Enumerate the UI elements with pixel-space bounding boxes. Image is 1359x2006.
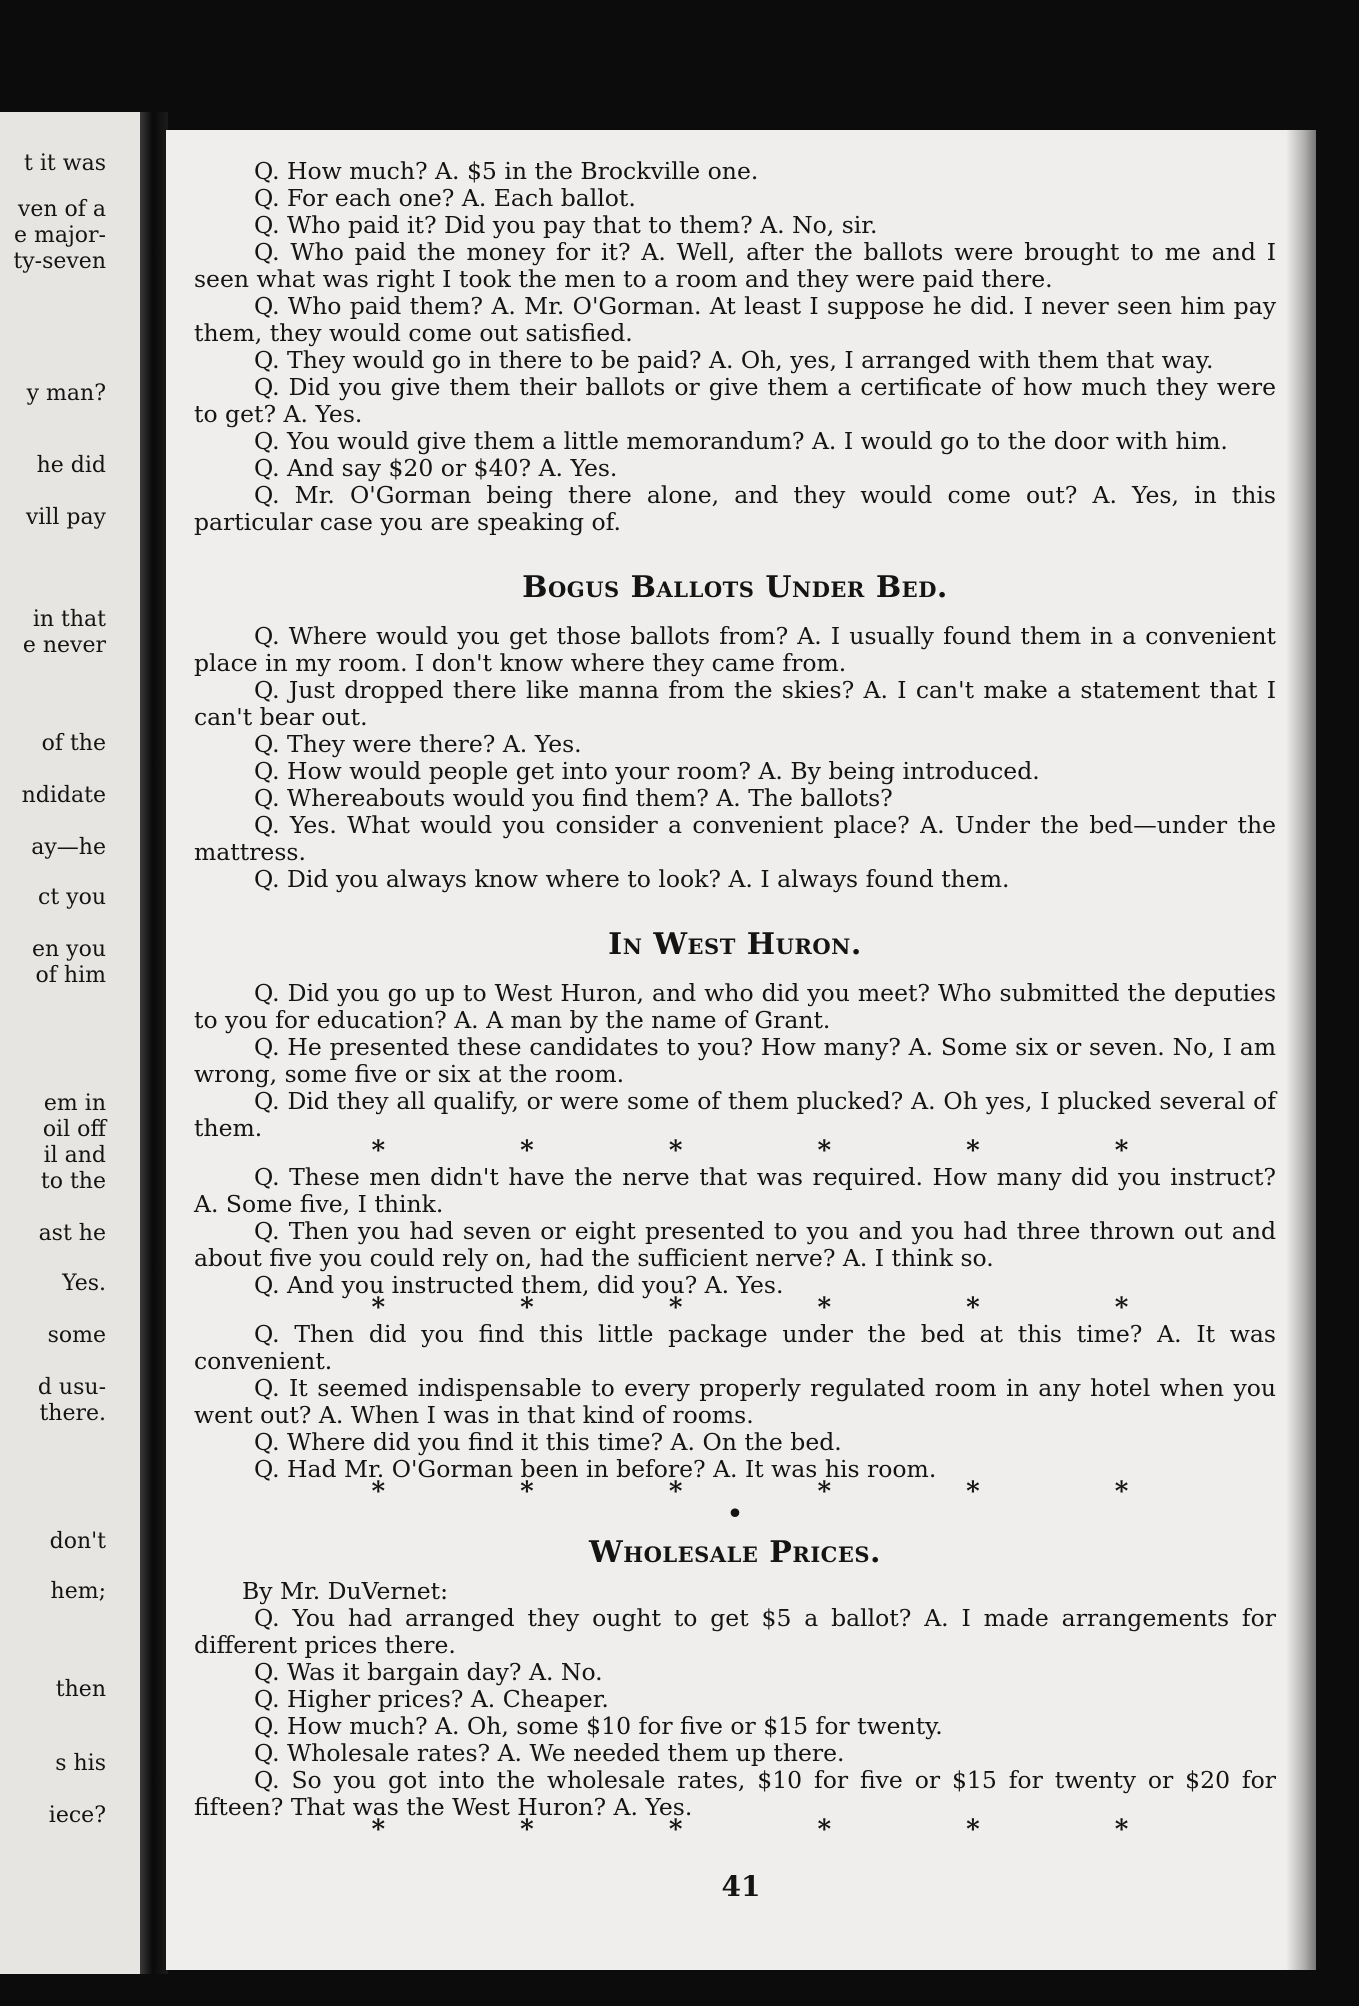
testimony-section-1 — [194, 158, 1276, 536]
qa-paragraph: Q. It seemed indispensable to every properly regulated room in any hotel when you went out? A. When I was in that kind of rooms. — [194, 1374, 1276, 1429]
speaker-line: By Mr. DuVernet: — [242, 1577, 449, 1605]
qa-paragraph: Q. Who paid them? A. Mr. O'Gorman. At least I suppose he did. I never seen him pay them, they would come out satisfied. — [194, 292, 1276, 347]
left-page-text-fragment: some — [47, 1323, 106, 1348]
left-page-text-fragment: hem; — [50, 1579, 106, 1604]
left-page-text-fragment: ndidate — [21, 783, 106, 808]
left-page-text-fragment: en you — [31, 937, 106, 962]
page-edge-shadow — [1286, 130, 1316, 1970]
left-page-text-fragment: Yes. — [62, 1271, 106, 1296]
qa-paragraph: Q. And you instructed them, did you? A. Yes. — [254, 1271, 784, 1299]
section-break-asterisks: * * * * * * — [371, 1136, 1129, 1166]
qa-paragraph: Q. Then did you find this little package under the bed at this time? A. It was convenient. — [194, 1320, 1276, 1375]
section-break-asterisks: * * * * * * — [371, 1293, 1129, 1323]
ink-dot: • — [726, 1497, 744, 1532]
left-facing-page — [0, 112, 140, 1974]
qa-paragraph: Q. You would give them a little memorandum? A. I would go to the door with him. — [254, 427, 1228, 455]
left-page-text-fragment: then — [55, 1677, 106, 1702]
qa-paragraph: Q. Then you had seven or eight presented to you and you had three thrown out and about five you could rely on, had the sufficient nerve? A. I think so. — [194, 1217, 1276, 1272]
qa-paragraph: Q. Higher prices? A. Cheaper. — [254, 1685, 609, 1713]
qa-paragraph: Q. Was it bargain day? A. No. — [254, 1658, 603, 1686]
left-page-text-fragment: ast he — [38, 1221, 106, 1246]
qa-paragraph: Q. Who paid the money for it? A. Well, after the ballots were brought to me and I seen what was right I took the men to a room and they were paid there. — [194, 238, 1276, 293]
left-page-text-fragment: e never — [22, 633, 106, 658]
testimony-section-2 — [194, 623, 1276, 893]
heading-west-huron: In West Huron. — [608, 927, 862, 962]
qa-paragraph: Q. How would people get into your room? A. By being introduced. — [254, 757, 1040, 785]
qa-paragraph: Q. They were there? A. Yes. — [254, 730, 582, 758]
qa-paragraph: Q. So you got into the wholesale rates, $10 for five or $15 for twenty or $20 for fifteen? That was the West Huron? A. Yes. — [194, 1766, 1276, 1821]
qa-paragraph: Q. How much? A. Oh, some $10 for five or $15 for twenty. — [254, 1712, 943, 1740]
testimony-section-4 — [194, 1164, 1276, 1299]
qa-paragraph: Q. Did you always know where to look? A. I always found them. — [254, 865, 1010, 893]
left-page-text-fragment: vill pay — [25, 505, 106, 530]
qa-paragraph: Q. These men didn't have the nerve that was required. How many did you instruct? A. Some five, I think. — [194, 1163, 1276, 1218]
left-page-text-fragment: he did — [36, 453, 106, 478]
left-page-text-fragment: ven of a — [17, 197, 106, 222]
qa-paragraph: Q. Did you give them their ballots or give them a certificate of how much they were to get? A. Yes. — [194, 373, 1276, 428]
qa-paragraph: Q. Did you go up to West Huron, and who did you meet? Who submitted the deputies to you for education? A. A man by the name of Grant. — [194, 979, 1276, 1034]
qa-paragraph: Q. And say $20 or $40? A. Yes. — [254, 454, 618, 482]
testimony-section-5 — [194, 1321, 1276, 1483]
left-page-text-fragment: of him — [35, 963, 106, 988]
left-page-text-fragment: ay—he — [31, 835, 106, 860]
page — [166, 130, 1316, 1970]
left-page-text-fragment: iece? — [48, 1803, 106, 1828]
qa-paragraph: Q. Whereabouts would you find them? A. The ballots? — [254, 784, 893, 812]
qa-paragraph: Q. Wholesale rates? A. We needed them up there. — [254, 1739, 845, 1767]
heading-wholesale-prices: Wholesale Prices. — [589, 1535, 881, 1570]
left-page-text-fragment: of the — [41, 731, 106, 756]
left-page-text-fragment: there. — [39, 1401, 106, 1426]
left-page-text-fragment: il and — [43, 1143, 106, 1168]
qa-paragraph: Q. Who paid it? Did you pay that to them? A. No, sir. — [254, 211, 878, 239]
qa-paragraph: Q. Where would you get those ballots from? A. I usually found them in a convenient place in my room. I don't know where they came from. — [194, 622, 1276, 677]
left-page-text-fragment: in that — [32, 607, 106, 632]
left-page-text-fragment: t it was — [24, 151, 106, 176]
left-page-text-fragment: don't — [49, 1529, 106, 1554]
left-page-text-fragment: to the — [40, 1169, 106, 1194]
qa-paragraph: Q. Did they all qualify, or were some of them plucked? A. Oh yes, I plucked several of them. — [194, 1087, 1276, 1142]
qa-paragraph: Q. Just dropped there like manna from the skies? A. I can't make a statement that I can't bear out. — [194, 676, 1276, 731]
qa-paragraph: Q. They would go in there to be paid? A. Oh, yes, I arranged with them that way. — [254, 346, 1214, 374]
qa-paragraph: Q. Had Mr. O'Gorman been in before? A. It was his room. — [254, 1455, 937, 1483]
qa-paragraph: Q. Mr. O'Gorman being there alone, and they would come out? A. Yes, in this particular case you are speaking of. — [194, 481, 1276, 536]
left-page-text-fragment: em in — [43, 1091, 106, 1116]
left-page-text-fragment: ty-seven — [13, 249, 106, 274]
left-page-text-fragment: oil off — [42, 1117, 106, 1142]
left-page-text-fragment: ct you — [38, 885, 106, 910]
testimony-section-3 — [194, 980, 1276, 1142]
testimony-section-6 — [194, 1605, 1276, 1821]
qa-paragraph: Q. He presented these candidates to you? How many? A. Some six or seven. No, I am wrong, some five or six at the room. — [194, 1033, 1276, 1088]
qa-paragraph: Q. Where did you find it this time? A. On the bed. — [254, 1428, 842, 1456]
qa-paragraph: Q. Yes. What would you consider a convenient place? A. Under the bed—under the mattress. — [194, 811, 1276, 866]
left-page-text-fragment: d usu- — [37, 1375, 106, 1400]
qa-paragraph: Q. For each one? A. Each ballot. — [254, 184, 636, 212]
page-text — [194, 158, 1276, 1843]
left-page-text-fragment: e major- — [13, 223, 106, 248]
section-break-asterisks: * * * * * * — [371, 1477, 1129, 1507]
section-break-asterisks: * * * * * * — [371, 1815, 1129, 1845]
book-gutter — [140, 112, 168, 1974]
left-page-text-fragment: y man? — [26, 381, 106, 406]
qa-paragraph: Q. How much? A. $5 in the Brockville one. — [254, 157, 759, 185]
page-number: 41 — [721, 1870, 761, 1903]
heading-bogus-ballots: Bogus Ballots Under Bed. — [522, 570, 948, 605]
qa-paragraph: Q. You had arranged they ought to get $5 a ballot? A. I made arrangements for different prices there. — [194, 1604, 1276, 1659]
left-page-text-fragment: s his — [55, 1751, 106, 1776]
